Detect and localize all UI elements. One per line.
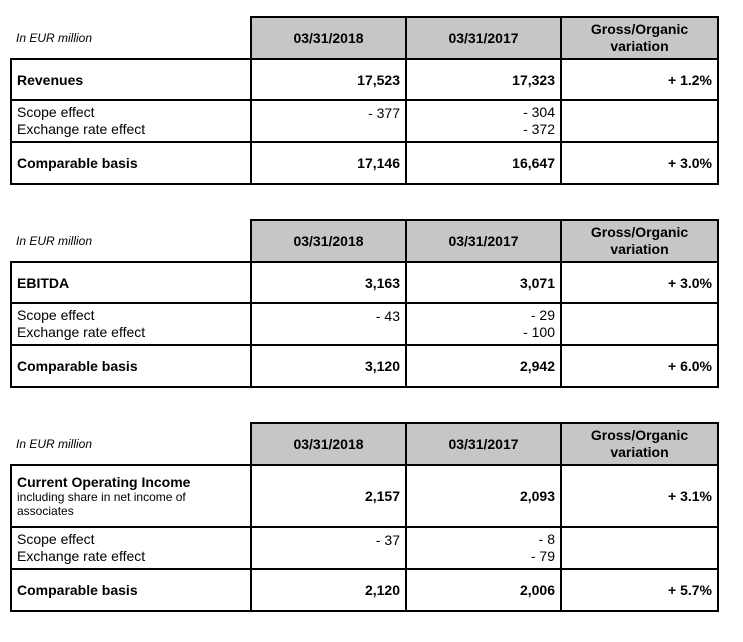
header-2018: 03/31/2018 — [251, 17, 406, 59]
revenues-table — [10, 16, 719, 185]
header-2018: 03/31/2018 — [251, 220, 406, 262]
table-row — [11, 569, 718, 611]
value-variation: + 6.0% — [561, 345, 718, 387]
value-variation: + 1.2% — [561, 59, 718, 100]
value-2017: 16,647 — [406, 142, 561, 184]
header-2017: 03/31/2017 — [406, 423, 561, 465]
table-row — [11, 527, 718, 569]
unit-label: In EUR million — [16, 233, 93, 248]
value-variation — [561, 527, 718, 569]
row-label: Current Operating Income including share in net income of associates — [11, 465, 251, 527]
table-row — [11, 465, 718, 527]
row-label: Comparable basis — [11, 345, 251, 387]
value-2018: 3,163 — [251, 262, 406, 303]
value-2017: 2,942 — [406, 345, 561, 387]
value-2018: - 37 — [251, 527, 406, 569]
header-variation: Gross/Organic variation — [561, 423, 718, 465]
value-2018: - 43 — [251, 303, 406, 345]
header-2017: 03/31/2017 — [406, 17, 561, 59]
value-2018: - 377 — [251, 100, 406, 142]
value-2018: 2,157 — [251, 465, 406, 527]
value-2017: - 304 - 372 — [406, 100, 561, 142]
unit-label: In EUR million — [16, 436, 93, 451]
value-variation: + 3.1% — [561, 465, 718, 527]
header-variation: Gross/Organic variation — [561, 220, 718, 262]
table-row — [11, 345, 718, 387]
value-variation — [561, 100, 718, 142]
header-2017: 03/31/2017 — [406, 220, 561, 262]
ebitda-table — [10, 219, 719, 388]
table-row — [11, 142, 718, 184]
value-variation: + 3.0% — [561, 262, 718, 303]
row-label: Comparable basis — [11, 569, 251, 611]
header-variation: Gross/Organic variation — [561, 17, 718, 59]
value-2018: 3,120 — [251, 345, 406, 387]
value-variation: + 3.0% — [561, 142, 718, 184]
unit-label: In EUR million — [16, 30, 93, 45]
row-label: Scope effect Exchange rate effect — [11, 527, 251, 569]
operating-income-table — [10, 422, 719, 612]
row-label: EBITDA — [11, 262, 251, 303]
value-variation: + 5.7% — [561, 569, 718, 611]
value-2018: 17,146 — [251, 142, 406, 184]
row-label: Scope effect Exchange rate effect — [11, 100, 251, 142]
value-2017: - 29 - 100 — [406, 303, 561, 345]
value-2017: 2,093 — [406, 465, 561, 527]
value-2017: 3,071 — [406, 262, 561, 303]
value-2017: 2,006 — [406, 569, 561, 611]
row-label: Scope effect Exchange rate effect — [11, 303, 251, 345]
table-row — [11, 100, 718, 142]
table-row — [11, 262, 718, 303]
table-row — [11, 303, 718, 345]
header-2018: 03/31/2018 — [251, 423, 406, 465]
value-2018: 2,120 — [251, 569, 406, 611]
row-label: Revenues — [11, 59, 251, 100]
table-row — [11, 59, 718, 100]
value-variation — [561, 303, 718, 345]
value-2017: - 8 - 79 — [406, 527, 561, 569]
value-2018: 17,523 — [251, 59, 406, 100]
value-2017: 17,323 — [406, 59, 561, 100]
row-label: Comparable basis — [11, 142, 251, 184]
